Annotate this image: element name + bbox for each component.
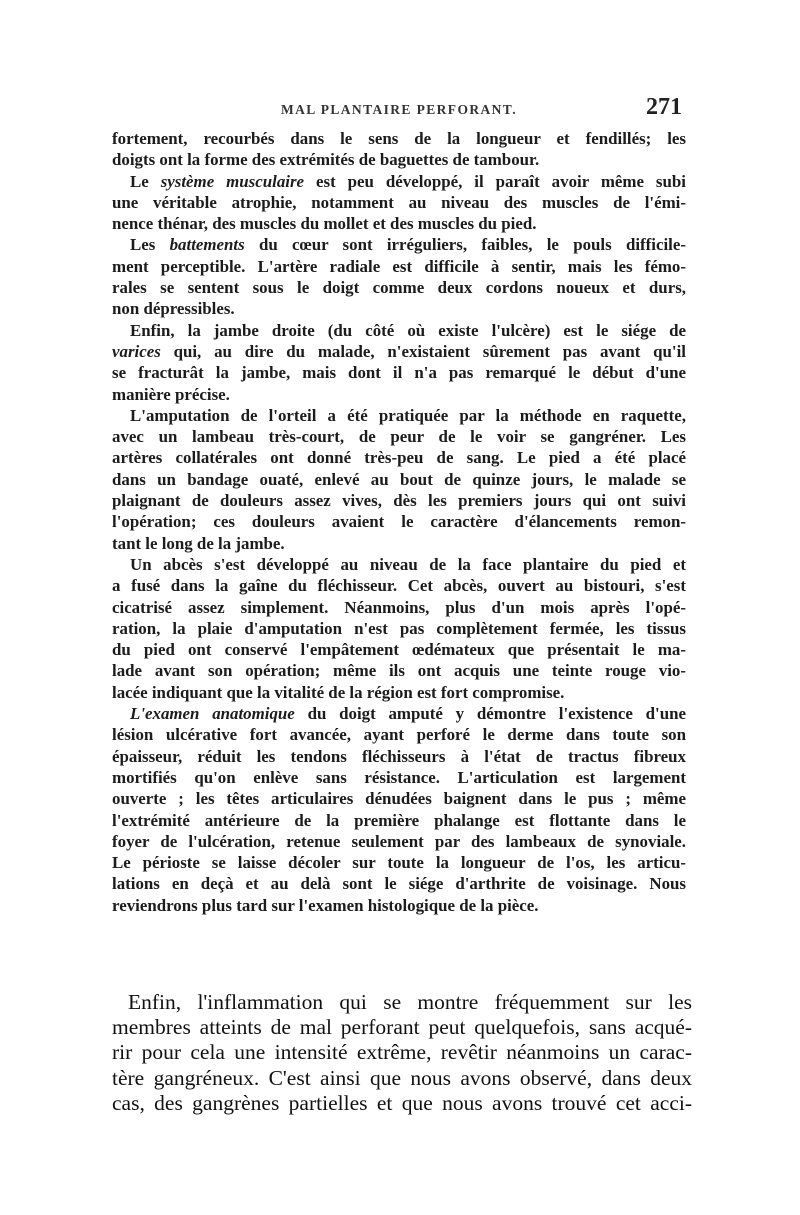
text-line: L'amputation de l'orteil a été pratiquée par la méthode en raquette, xyxy=(130,405,686,425)
text-line: plaignant de douleurs assez vives, dès les premiers jours qui ont suivi xyxy=(112,491,686,511)
text-line: lésion ulcérative fort avancée, ayant perforé le derme dans toute son xyxy=(112,725,686,745)
text-line: rales se sentent sous le doigt comme deux cordons noueux et durs, xyxy=(112,278,686,298)
text-line: lations en deçà et au delà sont le siége d'arthrite de voisinage. Nous xyxy=(112,874,686,894)
italic-term: L'examen anatomique xyxy=(130,704,295,724)
text-line: L'examen anatomique du doigt amputé y démontre l'existence d'une xyxy=(130,704,687,724)
text-line: artères collatérales ont donné très-peu de sang. Le pied a été placé xyxy=(112,448,686,468)
text-line: mortifiés qu'on enlève sans résistance. L'articulation est largement xyxy=(112,767,686,787)
text-line: dans un bandage ouaté, enlevé au bout de quinze jours, le malade se xyxy=(112,469,686,489)
text-line: a fusé dans la gaîne du fléchisseur. Cet abcès, ouvert au bistouri, s'est xyxy=(112,576,686,596)
text-line: du pied ont conservé l'empâtement œdémateux que présentait le ma- xyxy=(112,640,686,660)
large-text-line: membres atteints de mal perforant peut quelquefois, sans acqué- xyxy=(112,1015,692,1040)
body-text xyxy=(112,128,686,916)
text-line: avec un lambeau très-court, de peur de le voir se gangréner. Les xyxy=(112,427,686,447)
text-line: Les battements du cœur sont irréguliers, faibles, le pouls difficile- xyxy=(130,235,686,255)
text-line: fortement, recourbés dans le sens de la longueur et fendillés; les xyxy=(112,129,686,148)
text-line: Enfin, la jambe droite (du côté où existe l'ulcère) est le siége de xyxy=(130,320,686,340)
text-line: varices qui, au dire du malade, n'existaient sûrement pas avant qu'il xyxy=(112,341,686,361)
text-line: manière précise. xyxy=(112,384,230,404)
text-line: lade avant son opération; même ils ont acquis une teinte rouge vio- xyxy=(112,661,686,681)
text-line: nence thénar, des muscles du mollet et des muscles du pied. xyxy=(112,214,537,234)
text-line: l'opération; ces douleurs avaient le caractère d'élancements remon- xyxy=(112,512,686,532)
text-line: ment perceptible. L'artère radiale est difficile à sentir, mais les fémo- xyxy=(112,256,686,276)
text-line: tant le long de la jambe. xyxy=(112,533,285,553)
running-title: MAL PLANTAIRE PERFORANT. xyxy=(281,102,517,117)
italic-term: système musculaire xyxy=(160,171,305,191)
large-text-line: Enfin, l'inflammation qui se montre fréquemment sur les xyxy=(128,990,692,1014)
text-line: Le périoste se laisse décoler sur toute la longueur de l'os, les articu- xyxy=(112,853,686,873)
text-line: ouverte ; les têtes articulaires dénudées baignent dans le pus ; même xyxy=(112,789,686,809)
text-line: non dépressibles. xyxy=(112,299,235,319)
text-line: Le système musculaire est peu développé, il paraît avoir même subi xyxy=(130,171,686,191)
text-line: se fracturât la jambe, mais dont il n'a pas remarqué le début d'une xyxy=(112,363,686,383)
large-text-line: tère gangréneux. C'est ainsi que nous avons observé, dans deux xyxy=(112,1065,692,1090)
large-text-line: rir pour cela une intensité extrême, revêtir néanmoins un carac- xyxy=(112,1040,692,1065)
text-line: lacée indiquant que la vitalité de la région est fort compromise. xyxy=(112,682,565,702)
text-line: cicatrisé assez simplement. Néanmoins, plus d'un mois après l'opé- xyxy=(112,597,686,617)
text-line: l'extrémité antérieure de la première phalange est flottante dans le xyxy=(112,810,686,830)
running-head xyxy=(112,96,686,122)
text-line: une véritable atrophie, notamment au niveau des muscles de l'émi- xyxy=(112,192,686,212)
italic-term: varices xyxy=(112,341,161,361)
text-line: foyer de l'ulcération, retenue seulement par des lambeaux de synoviale. xyxy=(112,831,686,851)
text-line: doigts ont la forme des extrémités de baguettes de tambour. xyxy=(112,150,540,170)
text-line: Un abcès s'est développé au niveau de la face plantaire du pied et xyxy=(130,554,686,574)
large-text-line: cas, des gangrènes partielles et que nous avons trouvé cet acci- xyxy=(112,1090,692,1115)
text-line: reviendrons plus tard sur l'examen histologique de la pièce. xyxy=(112,895,539,915)
text-line: ration, la plaie d'amputation n'est pas complètement fermée, les tissus xyxy=(112,618,686,638)
large-print-paragraph xyxy=(112,990,692,1116)
page-number: 271 xyxy=(646,94,682,120)
italic-term: battements xyxy=(169,235,245,255)
text-line: épaisseur, réduit les tendons fléchisseurs à l'état de tractus fibreux xyxy=(112,746,686,766)
